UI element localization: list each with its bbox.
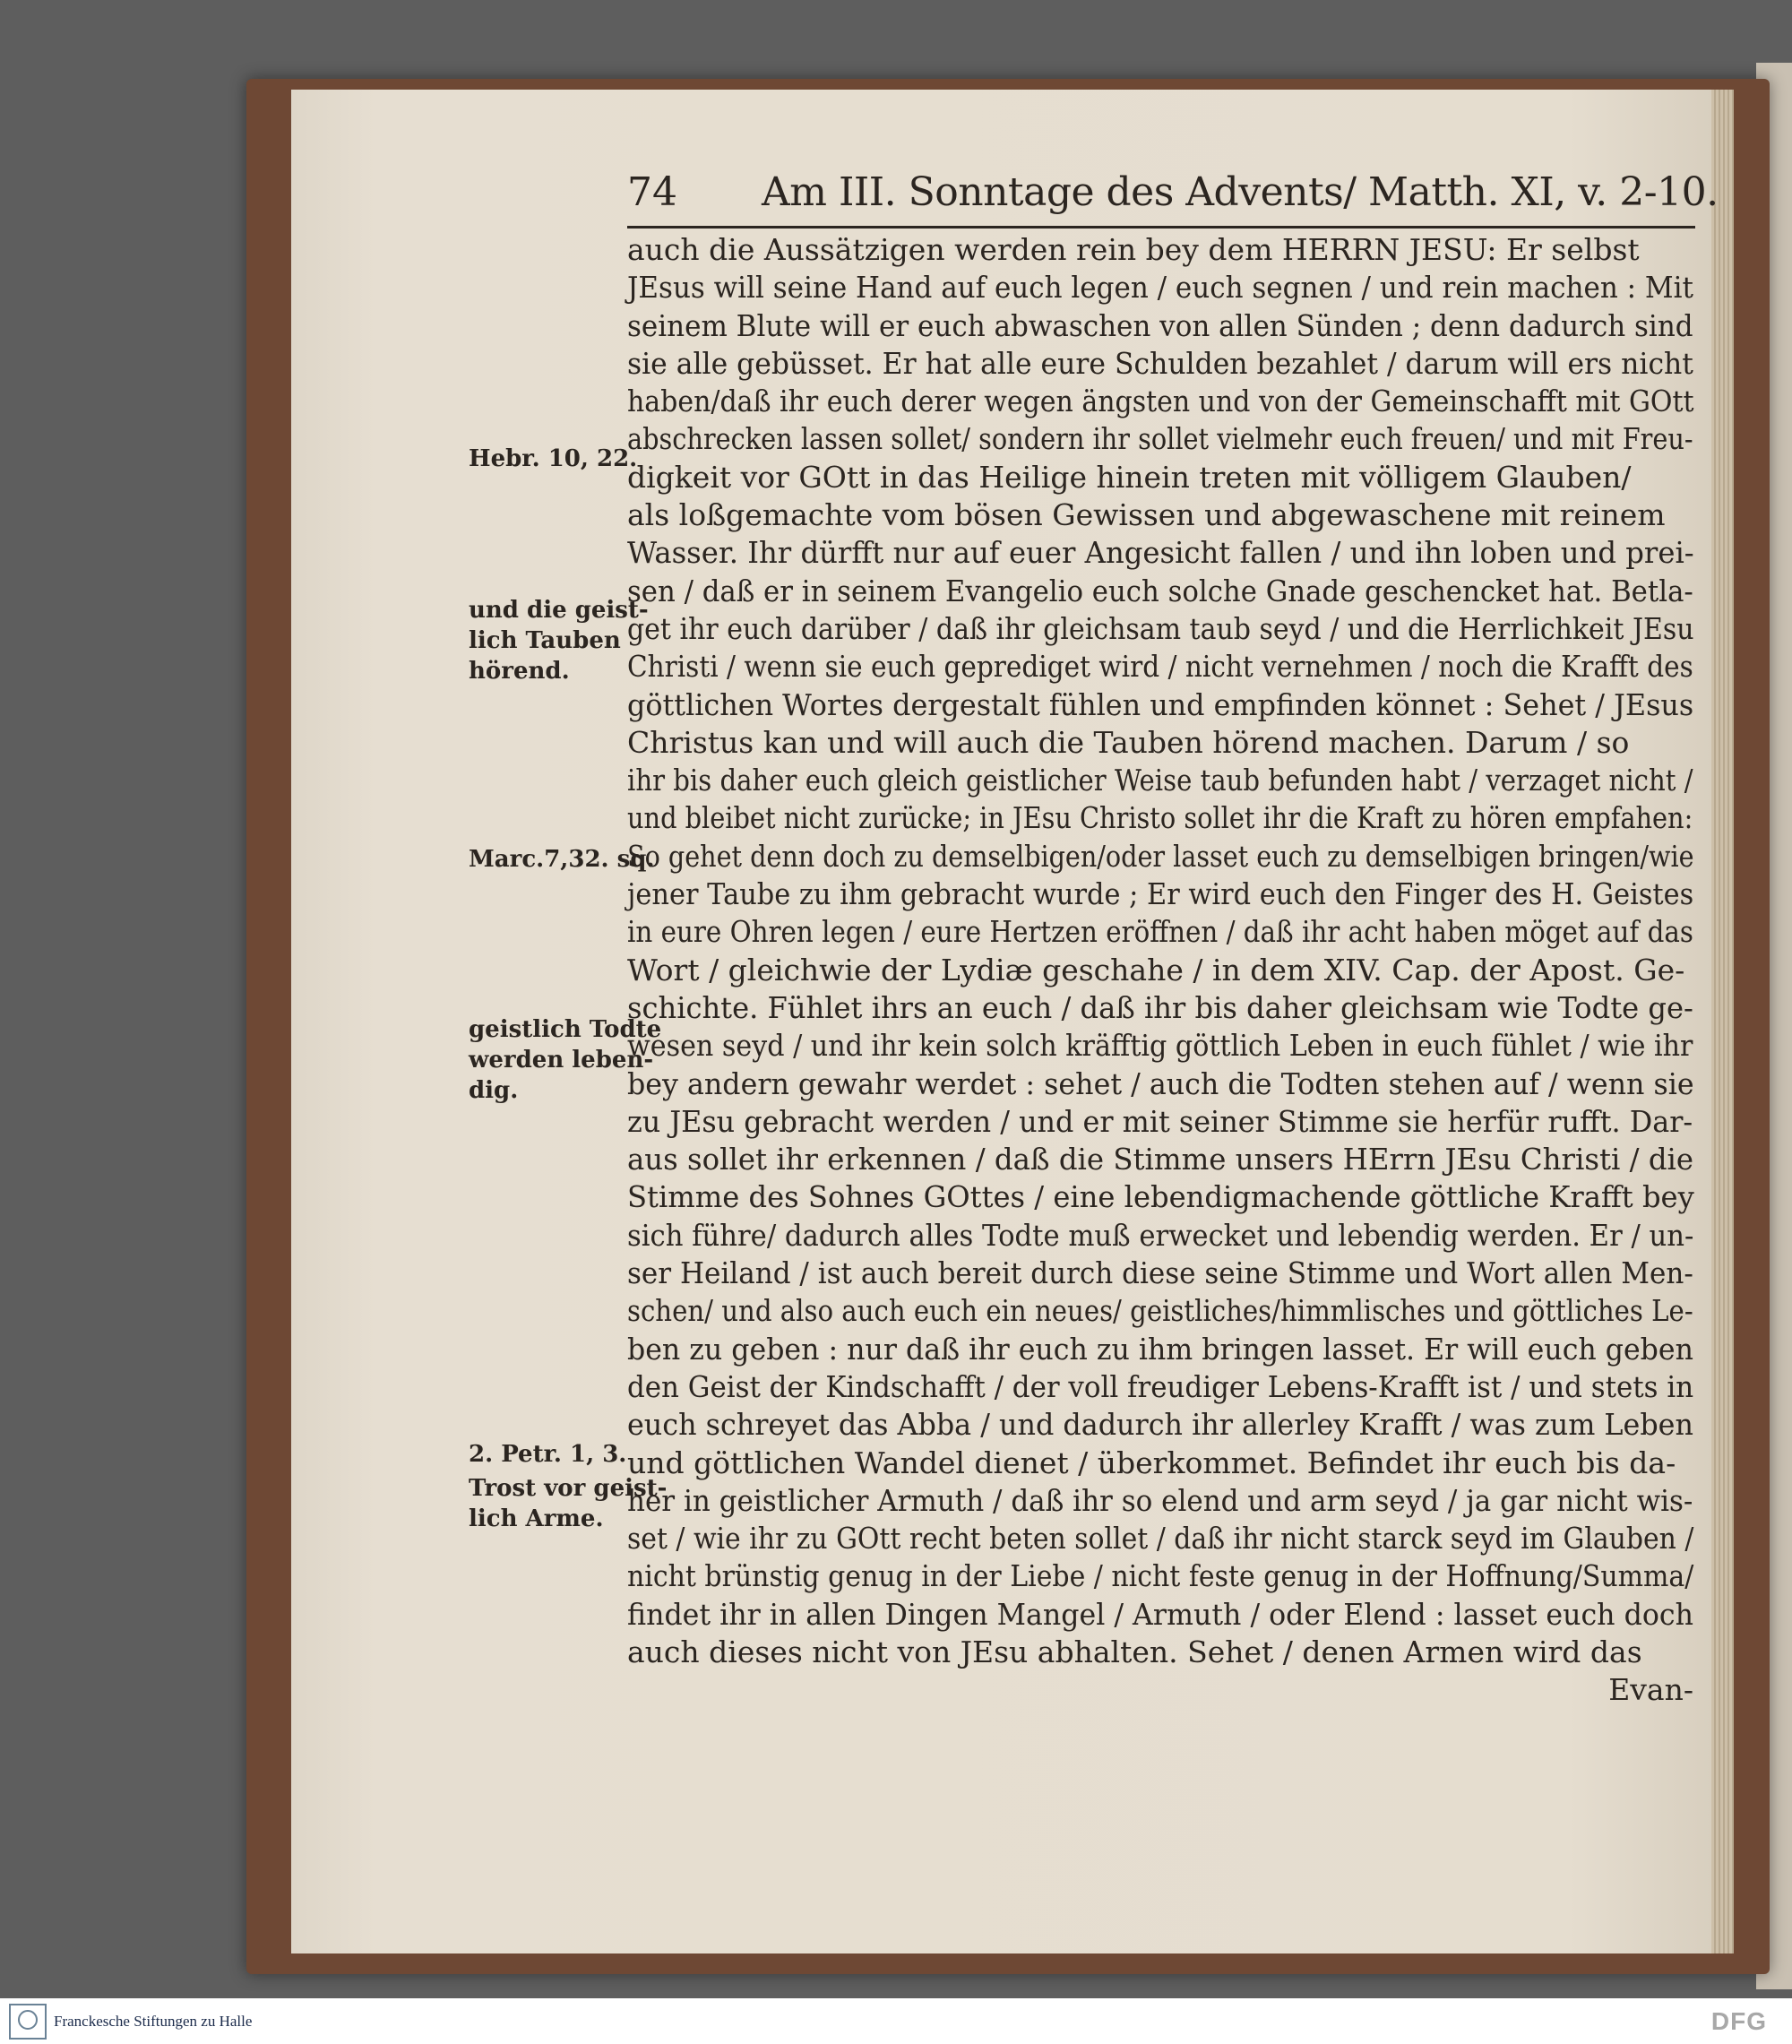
- margin-note-line: Trost vor geist-: [469, 1475, 668, 1502]
- text-line: Wasser. Ihr dürfft nur auf euer Angesicht fallen / und ihn loben und prei-: [627, 535, 1694, 571]
- margin-note-tauben: [469, 595, 649, 686]
- dfg-logo: DFG: [1710, 2007, 1767, 2035]
- margin-note-line: lich Tauben: [469, 627, 621, 654]
- text-line: nicht brünstig genug in der Liebe / nicht feste genug in der Hoffnung/Summa/: [627, 1558, 1694, 1594]
- margin-note-todte: [469, 1014, 661, 1106]
- margin-note-line: Marc.7,32. sq.: [469, 846, 655, 873]
- text-line: sich führe/ dadurch alles Todte muß erwecket und lebendig werden. Er / un-: [627, 1217, 1694, 1253]
- margin-note-line: hörend.: [469, 658, 570, 685]
- margin-note-line: werden leben-: [469, 1047, 654, 1074]
- margin-note-line: geistlich Todte: [469, 1016, 662, 1043]
- text-line: bey andern gewahr werdet : sehet / auch die Todten stehen auf / wenn sie: [627, 1065, 1694, 1101]
- text-line: set / wie ihr zu GOtt recht beten sollet / daß ihr nicht starck seyd im Glauben /: [627, 1521, 1694, 1557]
- text-line: her in geistlicher Armuth / daß ihr so elend und arm seyd / ja gar nicht wis-: [627, 1482, 1693, 1518]
- text-line: göttlichen Wortes dergestalt fühlen und empfinden könnet : Sehet / JEsus: [627, 686, 1694, 722]
- page-number: 74: [627, 169, 677, 215]
- text-line: wesen seyd / und ihr kein solch kräfftig göttlich Leben in euch fühlet / wie ihr: [627, 1028, 1693, 1064]
- text-line: ben zu geben : nur daß ihr euch zu ihm bringen lasset. Er will euch geben: [627, 1331, 1693, 1367]
- text-line: haben/daß ihr euch derer wegen ängsten und von der Gemeinschafft mit GOtt: [627, 384, 1694, 419]
- margin-note-petr: [469, 1439, 626, 1470]
- text-line: und bleibet nicht zurücke; in JEsu Christo sollet ihr die Kraft zu hören empfahen:: [627, 800, 1693, 836]
- running-head: [627, 161, 1719, 224]
- text-line: Stimme des Sohnes GOttes / eine lebendigmachende göttliche Krafft bey: [627, 1179, 1694, 1215]
- text-line: seinem Blute will er euch abwaschen von allen Sünden ; denn dadurch sind: [627, 307, 1693, 343]
- margin-note-marc: [469, 844, 655, 875]
- margin-note-line: und die geist-: [469, 597, 649, 624]
- text-line: in eure Ohren legen / eure Hertzen eröffnen / daß ihr acht haben möget auf das: [627, 914, 1693, 950]
- margin-note-hebr: [469, 444, 637, 474]
- text-line: Christus kan und will auch die Tauben hörend machen. Darum / so: [627, 724, 1630, 760]
- text-line: ser Heiland / ist auch bereit durch diese seine Stimme und Wort allen Men-: [627, 1255, 1693, 1291]
- text-line: schen/ und also auch euch ein neues/ geistliches/himmlisches und göttliches Le-: [627, 1293, 1693, 1329]
- text-line: schichte. Fühlet ihrs an euch / daß ihr bis daher gleichsam wie Todte ge-: [627, 989, 1693, 1025]
- margin-note-line: 2. Petr. 1, 3.: [469, 1441, 627, 1468]
- text-line: abschrecken lassen sollet/ sondern ihr sollet vielmehr euch freuen/ und mit Freu-: [627, 421, 1693, 457]
- text-line: digkeit vor GOtt in das Heilige hinein treten mit völligem Glauben/: [627, 459, 1632, 495]
- text-line: aus sollet ihr erkennen / daß die Stimme unsers HErrn JEsu Christi / die: [627, 1142, 1694, 1177]
- footer-institution-name: Franckesche Stiftungen zu Halle: [54, 2013, 253, 2030]
- text-line: auch die Aussätzigen werden rein bey dem HERRN JESU: Er selbst: [627, 232, 1640, 267]
- institution-logo-icon: [9, 2004, 47, 2040]
- text-line: euch schreyet das Abba / und dadurch ihr allerley Krafft / was zum Leben: [627, 1407, 1693, 1443]
- margin-note-line: dig.: [469, 1077, 519, 1104]
- body-text: [627, 231, 1702, 1710]
- text-line: Evan-: [1608, 1672, 1693, 1708]
- text-line: auch dieses nicht von JEsu abhalten. Sehet / denen Armen wird das: [627, 1634, 1642, 1669]
- text-line: findet ihr in allen Dingen Mangel / Armuth / oder Elend : lasset euch doch: [627, 1596, 1693, 1632]
- footer-bar: [0, 1998, 1792, 2044]
- text-line: zu JEsu gebracht werden / und er mit seiner Stimme sie herfür rufft. Dar-: [627, 1103, 1693, 1139]
- text-line: als loßgemachte vom bösen Gewissen und abgewaschene mit reinem: [627, 497, 1666, 533]
- margin-note-arme: [469, 1473, 667, 1534]
- text-line: get ihr euch darüber / daß ihr gleichsam taub seyd / und die Herrlichkeit JEsu: [627, 610, 1694, 646]
- text-line: JEsus will seine Hand auf euch legen / euch segnen / und rein machen : Mit: [627, 270, 1694, 306]
- text-line: den Geist der Kindschafft / der voll freudiger Lebens-Krafft ist / und stets in: [627, 1368, 1694, 1404]
- text-line: Christi / wenn sie euch geprediget wird / nicht vernehmen / noch die Krafft des: [627, 649, 1693, 685]
- text-line: ihr bis daher euch gleich geistlicher Weise taub befunden habt / verzaget nicht /: [627, 763, 1693, 798]
- header-title: Am III. Sonntage des Advents/ Matth. XI, v. 2-10.: [762, 169, 1719, 215]
- text-line: und göttlichen Wandel dienet / überkommet. Befindet ihr euch bis da-: [627, 1445, 1676, 1480]
- margin-note-line: Hebr. 10, 22.: [469, 445, 638, 472]
- text-line: jener Taube zu ihm gebracht wurde ; Er wird euch den Finger des H. Geistes: [627, 876, 1694, 912]
- margin-note-line: lich Arme.: [469, 1505, 604, 1532]
- header-rule: [627, 226, 1695, 229]
- text-line: So gehet denn doch zu demselbigen/oder lasset euch zu demselbigen bringen/wie: [627, 838, 1694, 874]
- text-line: Wort / gleichwie der Lydiæ geschahe / in dem XIV. Cap. der Apost. Ge-: [627, 952, 1685, 988]
- text-line: sie alle gebüsset. Er hat alle eure Schulden bezahlet / darum will ers nicht: [627, 345, 1693, 381]
- text-line: sen / daß er in seinem Evangelio euch solche Gnade geschencket hat. Betla-: [627, 573, 1693, 608]
